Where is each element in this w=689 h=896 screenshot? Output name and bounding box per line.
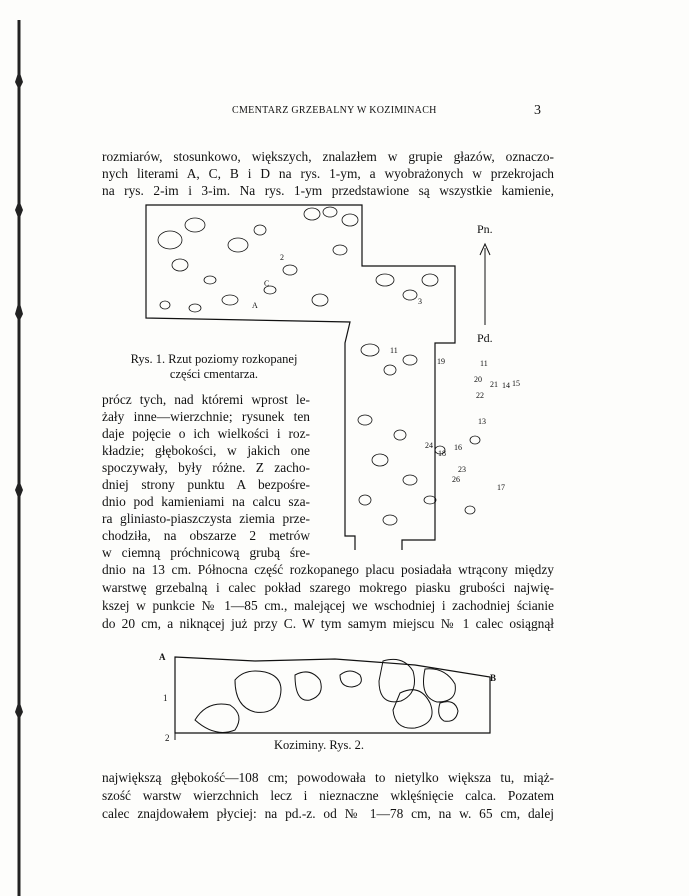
plan-label: 3 xyxy=(418,297,422,306)
plan-label: 2 xyxy=(280,253,284,262)
paragraph-line: prócz tych, nad któremi wprost le- xyxy=(102,392,310,407)
plan-label: 14 xyxy=(502,381,510,390)
section-label-a: A xyxy=(159,652,166,662)
compass-south: Pd. xyxy=(477,331,493,345)
section-label-1: 1 xyxy=(163,693,168,703)
plan-label: 22 xyxy=(476,391,484,400)
paragraph-line: dnio na 13 cm. Północna część rozkopanego placu posiadała wtrącony między xyxy=(102,562,554,577)
paragraph-line: spoczywały, były różne. Z zacho- xyxy=(102,460,310,475)
paragraph-line: rozmiarów, stosunkowo, większych, znalazłem w grupie głazów, oznaczo- xyxy=(102,149,554,164)
paragraph-line: nych literami A, C, B i D na rys. 1-ym, a wyobrażonych w przekrojach xyxy=(102,166,554,181)
plan-label: 24 xyxy=(425,441,433,450)
plan-label: 17 xyxy=(497,483,505,492)
compass-north: Pn. xyxy=(477,222,493,236)
figure2-caption: Koziminy. Rys. 2. xyxy=(274,738,365,752)
paragraph-line: dniej strony punktu A bezpośre- xyxy=(102,477,310,492)
paragraph-line: chodziła, na obszarze 2 metrów xyxy=(102,528,310,543)
paragraph-line: największą głębokość—108 cm; powodowała to nietylko większa tu, miąż- xyxy=(102,770,554,785)
plan-label: 11 xyxy=(390,346,398,355)
binding-edge xyxy=(14,0,24,896)
plan-label: C xyxy=(264,279,270,288)
paragraph-line: calec znajdowałem płyciej: na pd.-z. od № 1—78 cm, na w. 65 cm, dalej xyxy=(102,806,554,821)
section-label-b: B xyxy=(490,673,497,683)
figure2-section xyxy=(155,645,505,745)
caption-line: części cmentarza. xyxy=(169,367,259,381)
paragraph-line: w ciemną próchnicową grubą śre- xyxy=(102,545,310,560)
paragraph-line: do 20 cm, a niknącej już przy C. W tym samym miejscu № 1 calec osiągnął xyxy=(102,616,554,631)
paragraph-line: warstwę grzebalną i calec pokład szarego mokrego piasku grubości najwię- xyxy=(102,580,554,595)
plan-label: 18 xyxy=(438,449,446,458)
paragraph-line: żały inne—wierzchnie; rysunek ten xyxy=(102,409,310,424)
plan-label: 19 xyxy=(437,357,445,366)
plan-label: 15 xyxy=(512,379,520,388)
plan-label: 13 xyxy=(478,417,486,426)
paragraph-line: kładzie; głębokości, w jakich one xyxy=(102,443,310,458)
plan-label: 16 xyxy=(454,443,462,452)
section-label-2: 2 xyxy=(165,733,170,743)
figure1-caption xyxy=(114,352,314,382)
paragraph-line: dnio pod kamieniami na calcu sza- xyxy=(102,494,310,509)
paragraph-line: szość warstw wierzchnich lecz i nieznaczne wklęśnięcie calca. Pozatem xyxy=(102,788,554,803)
page-number: 3 xyxy=(534,103,541,118)
plan-label: 26 xyxy=(452,475,460,484)
plan-label: A xyxy=(252,301,258,310)
paragraph-line: na rys. 2-im i 3-im. Na rys. 1-ym przedstawione są wszystkie kamienie, xyxy=(102,183,554,198)
running-header xyxy=(0,105,689,121)
plan-label: 20 xyxy=(474,375,482,384)
plan-label: 23 xyxy=(458,465,466,474)
paragraph-line: kszej w punkcie № 1—85 cm., malejącej we wschodniej i zachodniej ścianie xyxy=(102,598,554,613)
paragraph-line: ra gliniasto-piaszczysta ziemia prze- xyxy=(102,511,310,526)
paragraph-line: daje pojęcie o ich wielkości i roz- xyxy=(102,426,310,441)
plan-label: 21 xyxy=(490,380,498,389)
plan-label: 11 xyxy=(480,359,488,368)
running-title: CMENTARZ GRZEBALNY W KOZIMINACH xyxy=(232,105,437,116)
caption-line: Rys. 1. Rzut poziomy rozkopanej xyxy=(130,352,298,366)
